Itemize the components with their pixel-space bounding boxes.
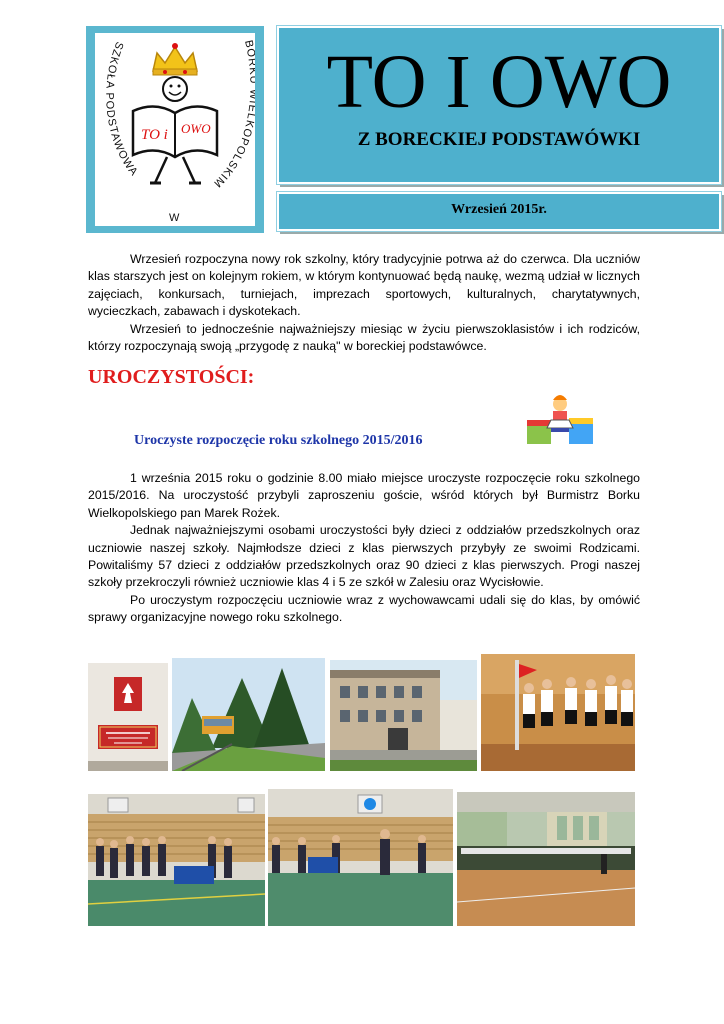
photo-gym-assembly	[457, 792, 635, 926]
logo-emblem	[95, 33, 255, 226]
photo-gym-ceremony-2	[268, 789, 453, 926]
masthead	[277, 26, 721, 184]
article-body	[88, 470, 640, 627]
logo-arc-right: B KOPOLSKIM	[210, 39, 255, 190]
logo-book-left: TO i	[141, 127, 168, 143]
intro-paragraph-1: Wrzesień rozpoczyna nowy rok szkolny, który tradycyjnie potrwa aż do czerwca. Dla uczniów klas starszych jest on kolejnym rokiem, w którym kontynuować będą naukę, wezmą udział w licznych zajęciach, konkursach, turniejach, imprezach sportowych, kulturalnych, charytatywnych, wycieczkach, zabawach i dyskotekach.	[88, 252, 640, 319]
photo-gym-ceremony-1	[88, 794, 265, 926]
logo-book-right: OWO	[181, 121, 211, 136]
article-paragraph-3: Po uroczystym rozpoczęciu uczniowie wraz z wychowawcami udali się do klas, by omówić sprawy organizacyjne nowego roku szkolnego.	[88, 592, 640, 625]
photo-students-flags	[481, 654, 635, 771]
newsletter-title: TO I OWO	[326, 40, 672, 124]
intro-text	[88, 251, 640, 355]
article-paragraph-2: Jednak najważniejszymi osobami uroczystości były dzieci z oddziałów przedszkolnych oraz uczniowie naszej szkoły. Najmłodsze dzieci z klas pierwszych przybyły ze swoimi Rodzicami. Powitaliśmy 57 dzieci z oddziałów przedszkolnych oraz 90 dzieci z klas pierwszych. Progi naszej szkoły przekroczyli również uczniowie klas 4 i 5 ze szkół w Zalesiu oraz Wycisłowie.	[88, 523, 640, 590]
issue-date: Wrzesień 2015r.	[451, 202, 547, 217]
book-icon	[133, 106, 217, 157]
article-paragraph-1: 1 września 2015 roku o godzinie 8.00 miało miejsce uroczyste rozpoczęcie roku szkolnego 2015/2016. Na uroczystość przybyli zaproszeniu goście, wśród których był Burmistrz Borku Wielkopolskiego pan Marek Rożek.	[88, 471, 640, 520]
photo-emblem-plaque	[88, 663, 168, 771]
article-title: Uroczyste rozpoczęcie roku szkolnego 2015/2016	[134, 433, 423, 448]
crown-icon	[153, 43, 197, 75]
logo-bottom-text: W	[169, 212, 180, 224]
section-heading: UROCZYSTOŚCI:	[88, 366, 255, 388]
newsletter-subtitle: Z BORECKIEJ PODSTAWÓWKI	[357, 129, 641, 150]
reading-children-icon	[525, 390, 595, 446]
intro-paragraph-2: Wrzesień to jednocześnie najważniejszy miesiąc w życiu pierwszoklasistów i ich rodziców, którzy rozpoczynają swoją „przygodę z nauką" w boreckiej podstawówce.	[88, 321, 640, 354]
issue-date-box	[277, 192, 721, 231]
school-logo	[86, 26, 264, 233]
photo-trees-bus	[172, 658, 325, 771]
logo-arc-left: SZKOŁA PODSTAWOWA	[103, 39, 141, 179]
photo-school-building	[330, 660, 477, 771]
